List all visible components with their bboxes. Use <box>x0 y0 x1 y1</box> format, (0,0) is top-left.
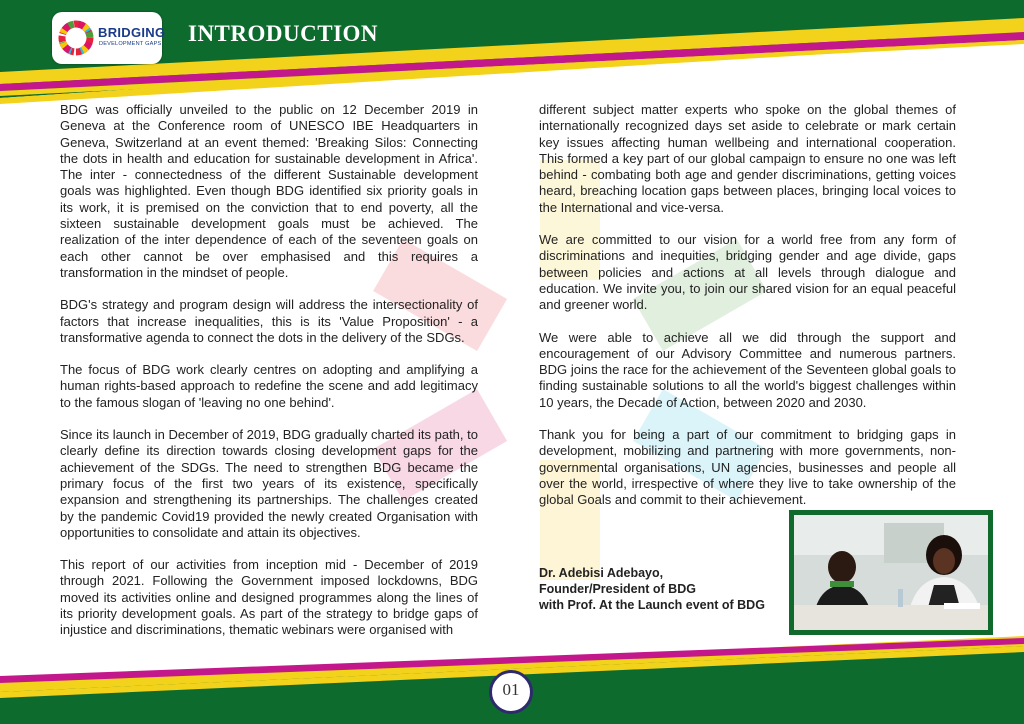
left-paragraph: BDG's strategy and program design will address the intersectionality of factors that increase inequalities, this is its 'Value Proposition' - a transformative agenda to connect the dots in the delivery of the SDGs. <box>60 297 478 345</box>
logo-brand-text: BRIDGING <box>98 25 166 40</box>
right-paragraph: We were able to achieve all we did through the support and encouragement of our Advisory Committee and numerous partners. BDG joins the race for the achievement of the Seventeen global goals to finding sustainable solutions to all the world's biggest challenges within 10 years, the Decade of Action, between 2020 and 2030. <box>539 329 956 410</box>
left-paragraph: BDG was officially unveiled to the public on 12 December 2019 in Geneva at the Conference room of UNESCO IBE Headquarters in Geneva, Switzerland at an event themed: 'Breaking Silos: Connecting the dots in health and education for sustainable development in Africa'. The inter - connectedness of the different Sustainable development goals was highlighted. Even though BDG identified six priority goals in its work, it is premised on the conviction that to end poverty, all the sixteen sustainable development goals must be achieved. The realization of the inter dependence of each of the seventeen goals on each other cannot be over emphasised and this requires a transformation in the mindset of people. <box>60 102 478 280</box>
sdg-wheel-icon <box>58 20 94 56</box>
caption-line: with Prof. At the Launch event of BDG <box>539 598 765 612</box>
caption-line: Founder/President of BDG <box>539 582 696 596</box>
right-column <box>539 102 956 525</box>
brand-logo[interactable] <box>52 12 166 64</box>
left-paragraph: This report of our activities from inception mid - December of 2019 through 2021. Following the Government imposed lockdowns, BDG moved its activities online and designed programmes along the lines of its priority development goals. As part of the strategy to bridge gaps of injustice and discriminations, thematic webinars were organised with <box>60 557 478 638</box>
right-paragraph: We are committed to our vision for a world free from any form of discriminations and inequities, bridging gender and age divide, gaps between policies and actions at all levels through dialogue and education. We invite you, to join our shared vision for an equal peaceful and greener world. <box>539 232 956 313</box>
left-column <box>60 102 478 655</box>
left-paragraph: The focus of BDG work clearly centres on adopting and amplifying a human rights-based approach to redefine the scene and add legitimacy to the famous slogan of 'leaving no one behind'. <box>60 362 478 410</box>
left-paragraph: Since its launch in December of 2019, BDG gradually charted its path, to clearly define its direction towards closing development gaps for the achievement of the SDGs. The need to strengthen BDG became the primary focus of the first two years of its existence, specifically expansion and strengthening its partnerships. The challenges created by the pandemic Covid19 provided the newly created Organisation with opportunities to consolidate and attain its objectives. <box>60 427 478 540</box>
page-title: INTRODUCTION <box>188 21 379 46</box>
caption-line: Dr. Adebisi Adebayo, <box>539 566 664 580</box>
launch-event-photo <box>794 515 988 630</box>
page-number: 01 <box>502 680 520 699</box>
right-paragraph: Thank you for being a part of our commitment to bridging gaps in development, mobilizing and partnering with more governments, non-governmental organisations, UN agencies, businesses and people all over the world, irrespective of where they live to take ownership of the global Goals and commit to their achievement. <box>539 427 956 508</box>
photo-caption <box>539 565 789 613</box>
logo-subtitle: DEVELOPMENT GAPS <box>99 41 162 47</box>
right-paragraph: different subject matter experts who spoke on the global themes of internationally recognized days set aside to celebrate or mark certain key issues affecting human wellbeing and international cooperation. This formed a key part of our global campaign to ensure no one was left behind - combating both age and gender discriminations, getting voices heard, breaching location gaps between places, bringing local voices to the International and vice-versa. <box>539 102 956 215</box>
